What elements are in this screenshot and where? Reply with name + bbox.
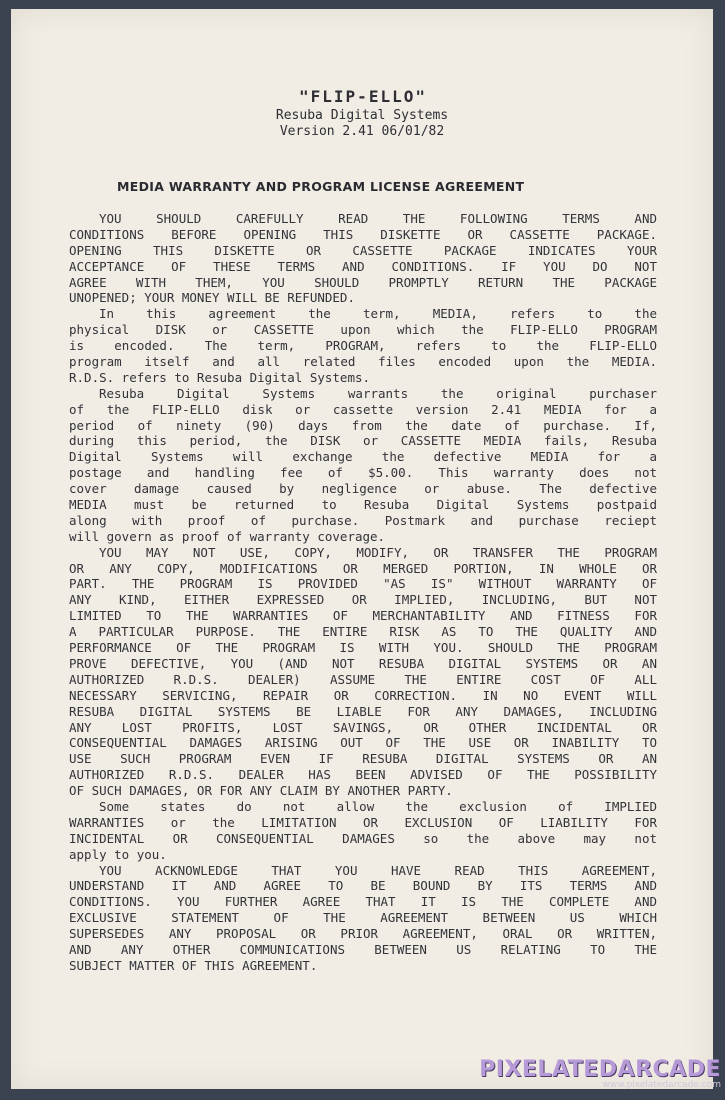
text-line: AGREE WITH THEM, YOU SHOULD PROMPTLY RETURN THE PACKAGE (69, 274, 657, 290)
text-line: AND ANY OTHER COMMUNICATIONS BETWEEN US RELATING TO THE (69, 941, 657, 957)
agreement-body (69, 211, 657, 974)
text-line: ANY KIND, EITHER EXPRESSED OR IMPLIED, INCLUDING, BUT NOT (69, 592, 657, 608)
text-line: apply to you. (69, 846, 167, 862)
text-line: WARRANTIES or the LIMITATION OR EXCLUSION OF LIABILITY FOR (69, 814, 657, 830)
text-line: EXCLUSIVE STATEMENT OF THE AGREEMENT BETWEEN US WHICH (69, 910, 657, 926)
text-line: NECESSARY SERVICING, REPAIR OR CORRECTION. IN NO EVENT WILL (69, 687, 657, 703)
text-line: YOU MAY NOT USE, COPY, MODIFY, OR TRANSFER THE PROGRAM (99, 544, 657, 560)
text-line: physical DISK or CASSETTE upon which the FLIP-ELLO PROGRAM (69, 322, 657, 338)
text-line: during this period, the DISK or CASSETTE MEDIA fails, Resuba (69, 433, 657, 449)
document-header (11, 87, 713, 140)
text-line: YOU SHOULD CAREFULLY READ THE FOLLOWING TERMS AND (99, 211, 657, 226)
text-line: OPENING THIS DISKETTE OR CASSETTE PACKAGE INDICATES YOUR (69, 242, 657, 258)
text-line: postage and handling fee of $5.00. This warranty does not (69, 465, 657, 481)
text-line: CONDITIONS. YOU FURTHER AGREE THAT IT IS THE COMPLETE AND (69, 894, 657, 910)
text-line: period of ninety (90) days from the date of purchase. If, (69, 417, 657, 433)
text-line: CONSEQUENTIAL DAMAGES ARISING OUT OF THE USE OR INABILITY TO (69, 735, 657, 751)
text-line: program itself and all related files encoded upon the MEDIA. (69, 354, 657, 370)
text-line: UNOPENED; YOUR MONEY WILL BE REFUNDED. (69, 290, 355, 306)
text-line: ACCEPTANCE OF THESE TERMS AND CONDITIONS. IF YOU DO NOT (69, 258, 657, 274)
text-line: along with proof of purchase. Postmark and purchase reciept (69, 512, 657, 528)
text-line: UNDERSTAND IT AND AGREE TO BE BOUND BY ITS TERMS AND (69, 878, 657, 894)
text-line: PART. THE PROGRAM IS PROVIDED "AS IS" WITHOUT WARRANTY OF (69, 576, 657, 592)
text-line: OF SUCH DAMAGES, OR FOR ANY CLAIM BY ANOTHER PARTY. (69, 783, 453, 799)
text-line: CONDITIONS BEFORE OPENING THIS DISKETTE OR CASSETTE PACKAGE. (69, 226, 657, 242)
text-line: SUBJECT MATTER OF THIS AGREEMENT. (69, 957, 318, 973)
text-line: RESUBA DIGITAL SYSTEMS BE LIABLE FOR ANY DAMAGES, INCLUDING (69, 703, 657, 719)
text-line: YOU ACKNOWLEDGE THAT YOU HAVE READ THIS AGREEMENT, (99, 862, 657, 878)
text-line: is encoded. The term, PROGRAM, refers to the FLIP-ELLO (69, 338, 657, 354)
text-line: ANY LOST PROFITS, LOST SAVINGS, OR OTHER INCIDENTAL OR (69, 719, 657, 735)
text-line: of the FLIP-ELLO disk or cassette version 2.41 MEDIA for a (69, 401, 657, 417)
program-title: "FLIP-ELLO" (299, 87, 427, 106)
watermark (479, 1057, 721, 1090)
text-line: PERFORMANCE OF THE PROGRAM IS WITH YOU. SHOULD THE PROGRAM (69, 640, 657, 656)
text-line: R.D.S. refers to Resuba Digital Systems. (69, 369, 371, 385)
text-line: SUPERSEDES ANY PROPOSAL OR PRIOR AGREEMENT, ORAL OR WRITTEN, (69, 926, 657, 942)
watermark-logo: PIXELATEDARCADE (479, 1057, 721, 1082)
text-line: will govern as proof of warranty coverage. (69, 528, 386, 544)
agreement-heading: MEDIA WARRANTY AND PROGRAM LICENSE AGREEMENT (117, 179, 525, 194)
text-line: MEDIA must be returned to Resuba Digital Systems postpaid (69, 497, 657, 513)
text-line: cover damage caused by negligence or abuse. The defective (69, 481, 657, 497)
text-line: Digital Systems will exchange the defective MEDIA for a (69, 449, 657, 465)
text-line: USE SUCH PROGRAM EVEN IF RESUBA DIGITAL SYSTEMS OR AN (69, 751, 657, 767)
text-line: AUTHORIZED R.D.S. DEALER) ASSUME THE ENTIRE COST OF ALL (69, 671, 657, 687)
text-line: LIMITED TO THE WARRANTIES OF MERCHANTABILITY AND FITNESS FOR (69, 608, 657, 624)
text-line: In this agreement the term, MEDIA, refers to the (99, 306, 657, 322)
version-line: Version 2.41 06/01/82 (279, 124, 445, 139)
text-line: Resuba Digital Systems warrants the original purchaser (99, 385, 657, 401)
watermark-url: www.pixelatedarcade.com (602, 1080, 721, 1090)
text-line: INCIDENTAL OR CONSEQUENTIAL DAMAGES so the above may not (69, 830, 657, 846)
text-line: AUTHORIZED R.D.S. DEALER HAS BEEN ADVISED OF THE POSSIBILITY (69, 767, 657, 783)
text-line: OR ANY COPY, MODIFICATIONS OR MERGED PORTION, IN WHOLE OR (69, 560, 657, 576)
document-page (11, 9, 713, 1089)
company-name: Resuba Digital Systems (275, 108, 449, 123)
text-line: A PARTICULAR PURPOSE. THE ENTIRE RISK AS TO THE QUALITY AND (69, 624, 657, 640)
text-line: Some states do not allow the exclusion of IMPLIED (99, 798, 657, 814)
text-line: PROVE DEFECTIVE, YOU (AND NOT RESUBA DIGITAL SYSTEMS OR AN (69, 655, 657, 671)
